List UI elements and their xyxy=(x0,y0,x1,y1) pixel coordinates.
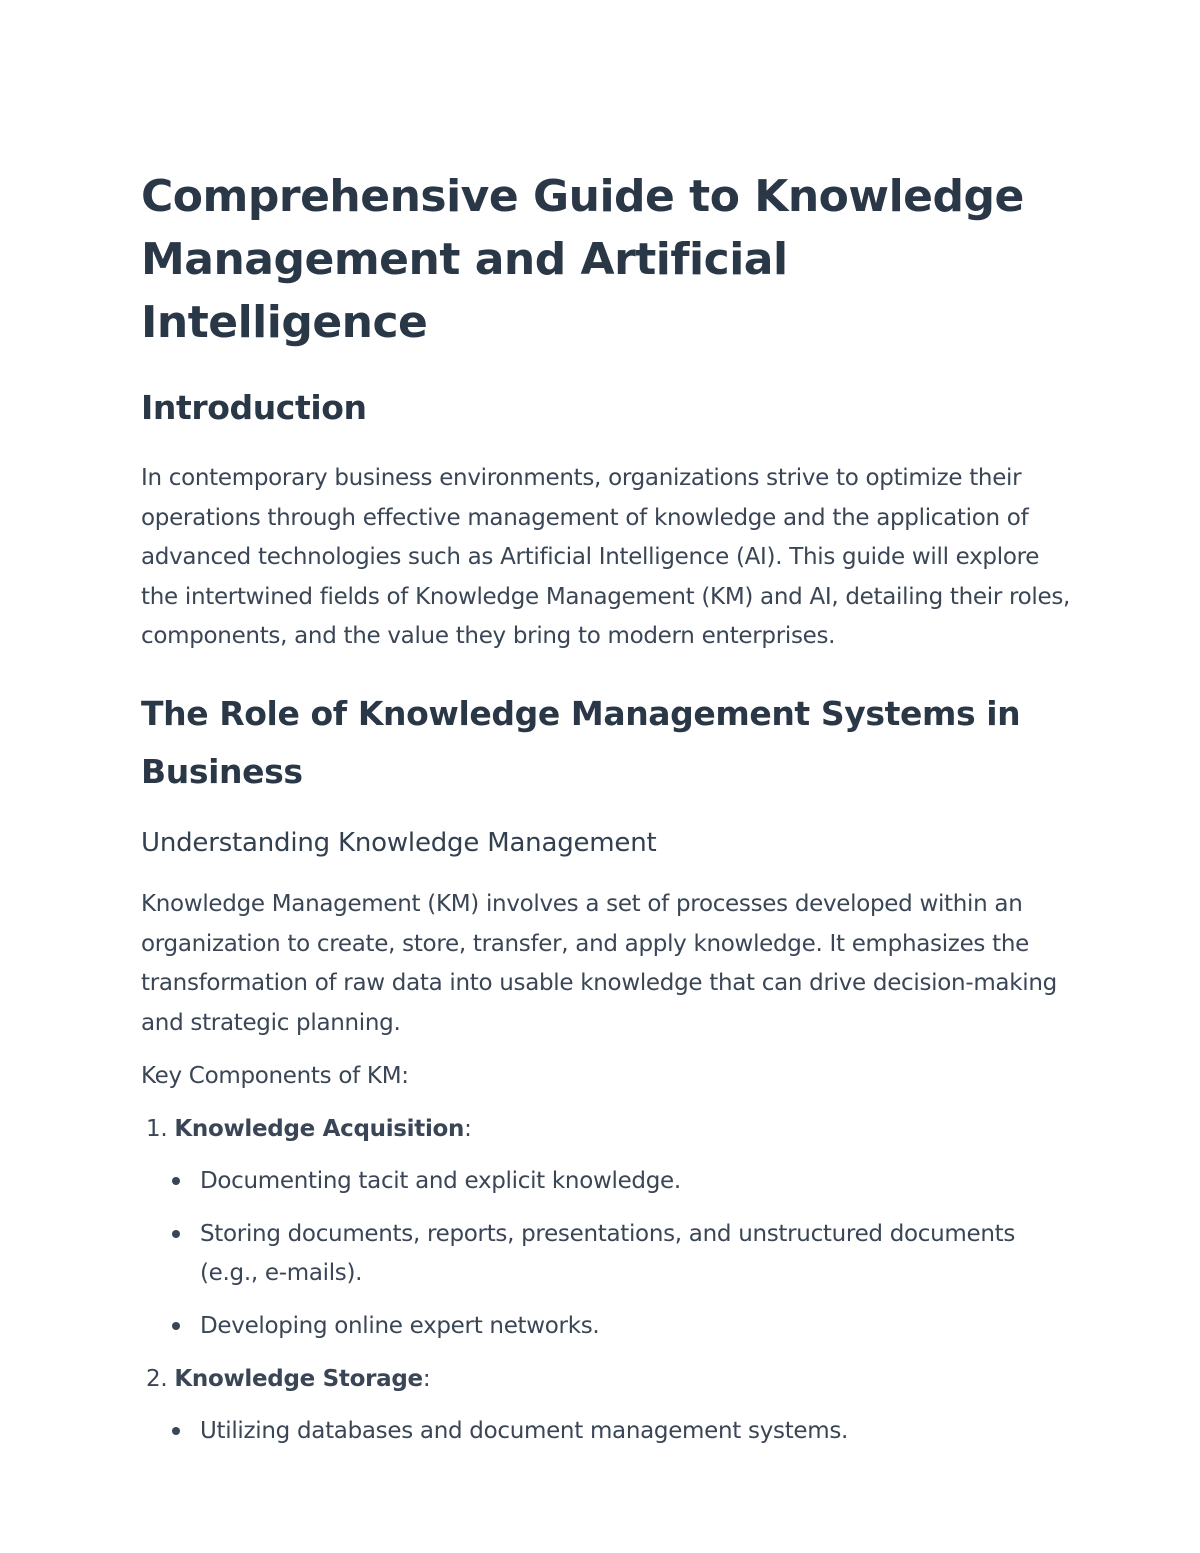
bullet-text: Utilizing databases and document management systems. xyxy=(200,1417,849,1444)
component-label: Knowledge Storage xyxy=(174,1365,423,1392)
introduction-heading: Introduction xyxy=(141,388,367,427)
bullet-dot-icon xyxy=(172,1427,180,1435)
bullet-text: Developing online expert networks. xyxy=(200,1312,600,1339)
bullet-item xyxy=(200,1162,1080,1201)
component-item-acquisition xyxy=(141,1110,1080,1346)
components-list xyxy=(141,1110,1080,1451)
component-number: 1. xyxy=(146,1115,168,1142)
introduction-paragraph: In contemporary business environments, organizations strive to optimize their operations through effective management of knowledge and the application of advanced technologies such as Artificial Intelligence (AI). This guide will explore the intertwined fields of Knowledge Management (KM) and AI, detailing their roles, components, and the value they bring to modern enterprises. xyxy=(141,465,1071,650)
key-components-label: Key Components of KM: xyxy=(141,1063,409,1090)
bullet-item xyxy=(200,1307,1080,1346)
bullet-dot-icon xyxy=(172,1322,180,1330)
component-number: 2. xyxy=(146,1365,168,1392)
component-item-storage xyxy=(141,1360,1080,1451)
bullet-item xyxy=(200,1412,1080,1451)
component-bullet-list xyxy=(141,1162,1080,1346)
component-label-suffix: : xyxy=(422,1365,431,1392)
component-bullet-list xyxy=(141,1412,1080,1451)
km-section-heading: The Role of Knowledge Management Systems in Business xyxy=(141,693,1021,791)
document-title: Comprehensive Guide to Knowledge Management and Artificial Intelligence xyxy=(141,171,1024,348)
bullet-dot-icon xyxy=(172,1230,180,1238)
bullet-text: Storing documents, reports, presentations, and unstructured documents (e.g., e-mails). xyxy=(200,1220,1016,1286)
km-subheading: Understanding Knowledge Management xyxy=(141,827,657,858)
component-label-suffix: : xyxy=(464,1115,472,1142)
component-label: Knowledge Acquisition xyxy=(174,1115,465,1142)
km-paragraph: Knowledge Management (KM) involves a set of processes developed within an organization to create, store, transfer, and apply knowledge. It emphasizes the transformation of raw data into usable knowledge that can drive decision-making and strategic planning. xyxy=(141,890,1057,1036)
bullet-item xyxy=(200,1215,1080,1293)
bullet-dot-icon xyxy=(172,1177,180,1185)
bullet-text: Documenting tacit and explicit knowledge. xyxy=(200,1167,681,1194)
